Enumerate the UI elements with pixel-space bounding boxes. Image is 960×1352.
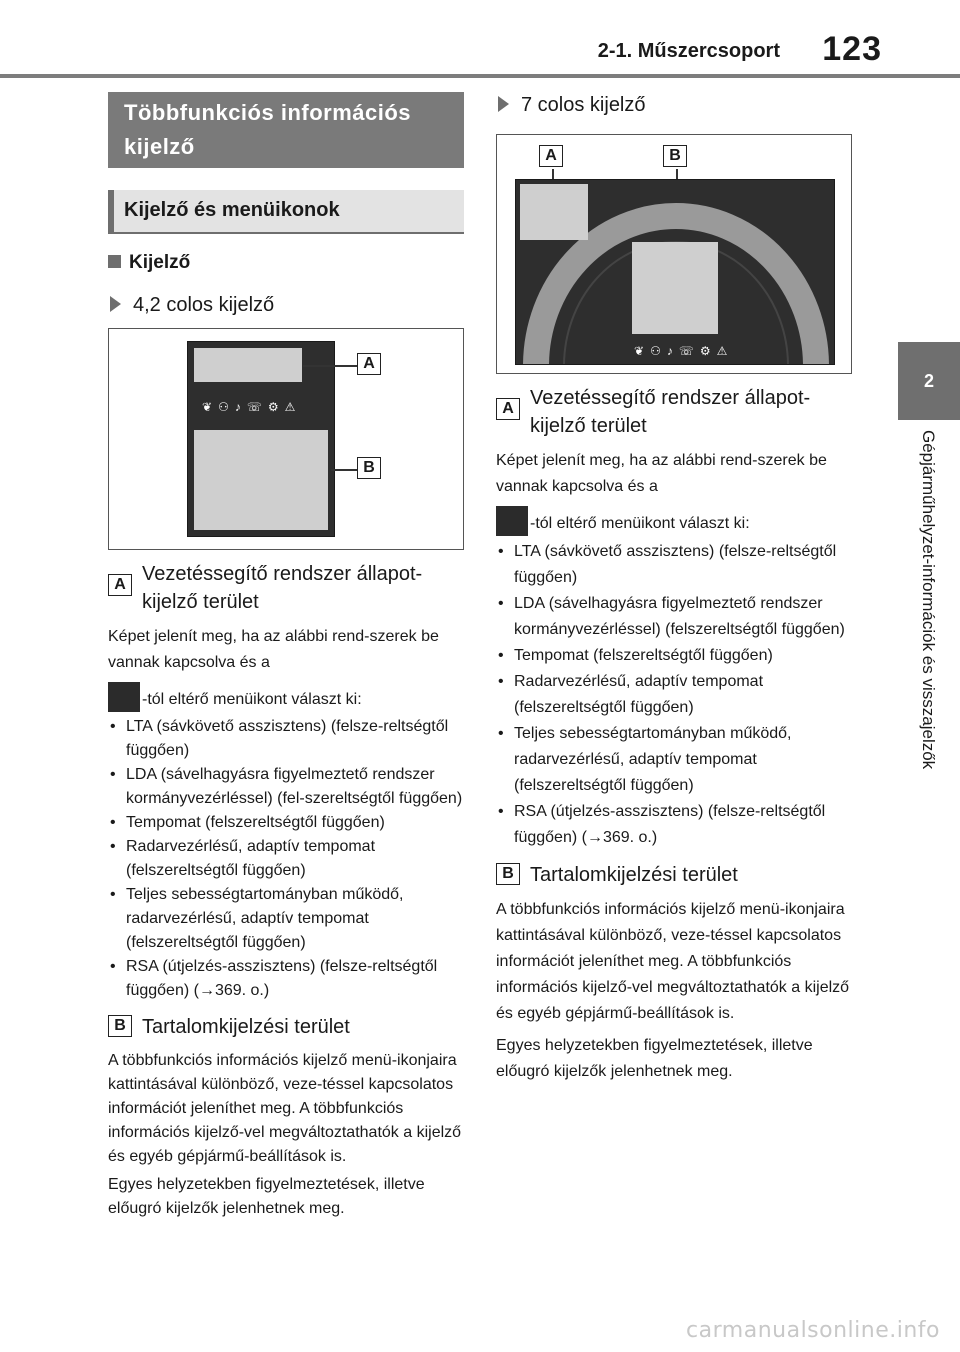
settings-icon: ⚙ <box>699 344 711 358</box>
item-b-body-2: Egyes helyzetekben figyelmeztetések, illetve előugró kijelzők jelenhetnek meg. <box>108 1176 425 1217</box>
display-figure-4in <box>108 328 464 550</box>
list-item: • LDA (sávelhagyásra figyelmeztető rendszer kormányvezérléssel) (felszereltségtől függően) <box>496 591 852 643</box>
label-b-badge: B <box>496 863 520 885</box>
chapter-tab <box>898 430 960 850</box>
callout-a: A <box>357 353 381 375</box>
item-a-text-2: -tól eltérő menüikont választ ki: <box>530 515 750 532</box>
system-list <box>108 715 464 1003</box>
driver-assist-icon: ⚇ <box>650 344 661 358</box>
status-area-a <box>194 348 302 382</box>
phone-icon: ☏ <box>678 344 694 358</box>
label-a-badge: A <box>496 398 520 420</box>
leader-line-b <box>331 469 357 471</box>
driver-assist-icon: ⚇ <box>218 400 229 414</box>
square-bullet-icon <box>108 255 121 268</box>
list-item: • Tempomat (felszereltségtől függően) <box>108 811 464 835</box>
warning-icon: ⚠ <box>716 344 728 358</box>
callout-a: A <box>539 145 563 167</box>
list-item: • Teljes sebességtartományban működő, radarvezérlésű, adaptív tempomat (felszereltségtől függően) <box>108 883 464 955</box>
section-title: 2-1. Műszercsoport <box>597 40 780 62</box>
item-b-body: A többfunkciós információs kijelző menü-ikonjaira kattintásával különböző, veze-téssel kapcsolatos információt jeleníthet meg. A többfunkciós információs kijelző-vel megváltoztathatók a kijelző és egyéb gépjármű-beállítások is. <box>108 1052 462 1165</box>
label-a-badge: A <box>108 574 132 596</box>
triangle-heading-text: 7 colos kijelző <box>521 94 646 116</box>
leaf-icon: ❦ <box>202 400 213 414</box>
item-b-heading <box>496 861 852 889</box>
item-a-text-2: -tól eltérő menüikont választ ki: <box>142 691 362 708</box>
item-a-title: Vezetéssegítő rendszer állapot-kijelző terület <box>530 387 811 437</box>
triangle-heading-7in <box>496 88 852 122</box>
triangle-bullet-icon <box>498 96 509 112</box>
item-b-heading <box>108 1013 464 1041</box>
main-heading: Többfunkciós információs kijelző <box>108 92 464 168</box>
display-figure-7in <box>496 134 852 374</box>
item-a-heading <box>496 384 852 440</box>
sub-heading: Kijelző és menüikonok <box>108 190 464 234</box>
item-b-body: A többfunkciós információs kijelző menü-ikonjaira kattintásával különböző, veze-téssel kapcsolatos információt jeleníthet meg. A többfunkciós információs kijelző-vel megváltoztathatók a kijelző és egyéb gépjármű-beállítások is. <box>496 901 850 1022</box>
list-item: • Radarvezérlésű, adaptív tempomat (felszereltségtől függően) <box>108 835 464 883</box>
warning-icon: ⚠ <box>284 400 296 414</box>
driver-assist-icon <box>496 506 528 536</box>
content-area-b <box>632 242 718 334</box>
header-rule <box>0 74 960 78</box>
item-b-body-2: Egyes helyzetekben figyelmeztetések, illetve előugró kijelzők jelenhetnek meg. <box>496 1037 813 1080</box>
square-heading-text: Kijelző <box>129 252 191 273</box>
right-column <box>496 92 852 1085</box>
item-b-title: Tartalomkijelzési terület <box>530 864 738 886</box>
settings-icon: ⚙ <box>267 400 279 414</box>
item-a-icon-line <box>496 506 852 537</box>
leaf-icon: ❦ <box>634 344 645 358</box>
triangle-heading-4in <box>108 288 464 322</box>
item-a-body <box>496 448 852 537</box>
audio-icon: ♪ <box>666 344 673 358</box>
triangle-heading-text: 4,2 colos kijelző <box>133 294 275 316</box>
display-screen <box>187 341 335 537</box>
list-item: • Tempomat (felszereltségtől függően) <box>496 643 852 669</box>
chapter-tab-number: 2 <box>898 342 960 420</box>
content-area-b <box>194 430 328 530</box>
item-a-icon-line <box>108 682 464 713</box>
list-item: • LDA (sávelhagyásra figyelmeztető rendszer kormányvezérléssel) (fel-szereltségtől függően) <box>108 763 464 811</box>
item-a-body <box>108 624 464 713</box>
item-b-title: Tartalomkijelzési terület <box>142 1016 350 1038</box>
leader-line-a <box>303 365 357 367</box>
menu-icon-row <box>202 400 295 414</box>
display-screen <box>515 179 835 365</box>
list-item: • LTA (sávkövető asszisztens) (felsze-reltségtől függően) <box>108 715 464 763</box>
item-a-text-1: Képet jelenít meg, ha az alábbi rend-szerek be vannak kapcsolva és a <box>108 628 439 671</box>
status-area-a <box>520 184 588 240</box>
phone-icon: ☏ <box>246 400 262 414</box>
callout-b: B <box>357 457 381 479</box>
item-a-heading <box>108 560 464 616</box>
label-b-badge: B <box>108 1015 132 1037</box>
square-heading <box>108 246 464 280</box>
driver-assist-icon <box>108 682 140 712</box>
page-number: 123 <box>822 30 882 68</box>
system-list <box>496 539 852 851</box>
list-item: • Teljes sebességtartományban működő, radarvezérlésű, adaptív tempomat (felszereltségtől függően) <box>496 721 852 799</box>
list-item: • Radarvezérlésű, adaptív tempomat (felszereltségtől függően) <box>496 669 852 721</box>
left-column <box>108 92 464 1221</box>
menu-icon-row <box>634 344 727 358</box>
chapter-tab-label: Gépjárműhelyzet-információk és visszajelzők <box>919 430 938 770</box>
item-a-title: Vezetéssegítő rendszer állapot-kijelző terület <box>142 563 423 613</box>
callout-b: B <box>663 145 687 167</box>
list-item: • RSA (útjelzés-asszisztens) (felsze-reltségtől függően) (→369. o.) <box>496 799 852 851</box>
item-a-text-1: Képet jelenít meg, ha az alábbi rend-szerek be vannak kapcsolva és a <box>496 452 827 495</box>
audio-icon: ♪ <box>234 400 241 414</box>
triangle-bullet-icon <box>110 296 121 312</box>
watermark: carmanualsonline.info <box>686 1318 940 1343</box>
list-item: • RSA (útjelzés-asszisztens) (felsze-reltségtől függően) (→369. o.) <box>108 955 464 1003</box>
list-item: • LTA (sávkövető asszisztens) (felsze-reltségtől függően) <box>496 539 852 591</box>
page-header <box>0 0 960 80</box>
